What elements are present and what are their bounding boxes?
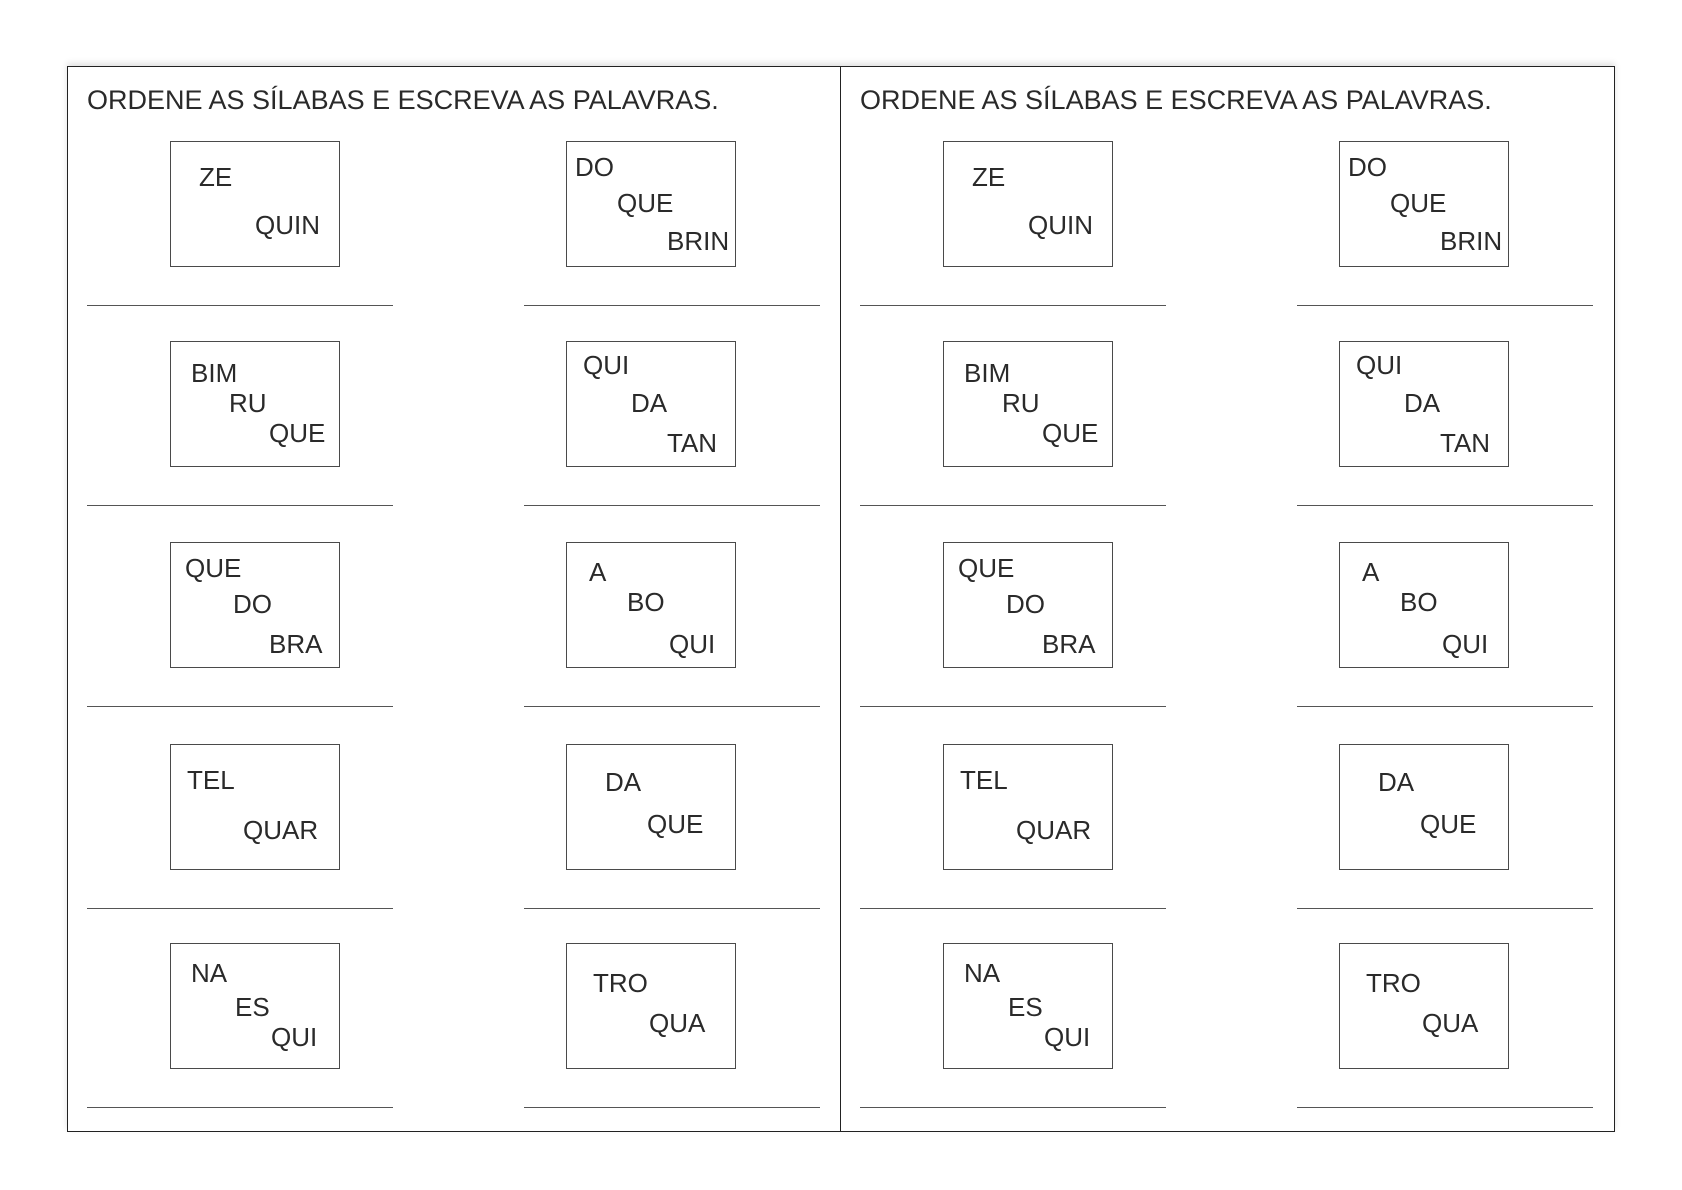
instruction-heading: ORDENE AS SÍLABAS E ESCREVA AS PALAVRAS. [860, 85, 1492, 115]
syllable-text: TEL [187, 765, 235, 795]
syllable-text: QUAR [1016, 815, 1092, 845]
answer-line[interactable] [524, 1107, 820, 1108]
answer-line[interactable] [1297, 305, 1593, 306]
syllable-text: BRA [269, 629, 323, 659]
syllable-box [566, 141, 736, 267]
syllable-text: DO [1006, 589, 1045, 619]
instruction-heading: ORDENE AS SÍLABAS E ESCREVA AS PALAVRAS. [87, 85, 719, 115]
answer-line[interactable] [524, 908, 820, 909]
syllable-box [1339, 943, 1509, 1069]
syllable-box [170, 341, 340, 467]
syllable-text: QUE [269, 418, 326, 448]
answer-line[interactable] [524, 505, 820, 506]
syllable-text: ZE [199, 162, 233, 192]
syllable-text: RU [1002, 388, 1040, 418]
syllable-text: A [1362, 557, 1380, 587]
syllable-box [566, 341, 736, 467]
syllable-text: DA [605, 767, 642, 797]
syllable-box [170, 744, 340, 870]
syllable-text: DO [575, 152, 614, 182]
answer-line[interactable] [87, 706, 393, 707]
syllable-text: BIM [191, 358, 238, 388]
syllable-text: DO [233, 589, 272, 619]
syllable-text: QUIN [1028, 210, 1093, 240]
syllable-text: QUI [271, 1022, 318, 1052]
syllable-text: ZE [972, 162, 1006, 192]
syllable-text: QUE [617, 188, 674, 218]
syllable-text: BRA [1042, 629, 1096, 659]
answer-line[interactable] [524, 305, 820, 306]
syllable-text: TAN [667, 428, 718, 458]
syllable-text: ES [235, 992, 270, 1022]
syllable-text: QUE [958, 553, 1015, 583]
syllable-text: BIM [964, 358, 1011, 388]
syllable-box [1339, 341, 1509, 467]
syllable-box [1339, 744, 1509, 870]
syllable-box [566, 744, 736, 870]
syllable-box [943, 542, 1113, 668]
syllable-box [170, 141, 340, 267]
syllable-text: TEL [960, 765, 1008, 795]
syllable-text: BO [1400, 587, 1438, 617]
syllable-text: QUI [1044, 1022, 1091, 1052]
syllable-text: QUI [1442, 629, 1489, 659]
answer-line[interactable] [860, 706, 1166, 707]
syllable-text: QUI [669, 629, 716, 659]
syllable-box [943, 141, 1113, 267]
answer-line[interactable] [1297, 505, 1593, 506]
syllable-text: QUA [649, 1008, 706, 1038]
answer-line[interactable] [87, 908, 393, 909]
worksheet-panel-left [68, 67, 840, 1131]
syllable-box [170, 542, 340, 668]
answer-line[interactable] [87, 305, 393, 306]
syllable-text: QUAR [243, 815, 319, 845]
answer-line[interactable] [860, 1107, 1166, 1108]
syllable-box [170, 943, 340, 1069]
answer-line[interactable] [860, 505, 1166, 506]
syllable-box [1339, 542, 1509, 668]
syllable-box [943, 744, 1113, 870]
syllable-box [1339, 141, 1509, 267]
syllable-text: TRO [1366, 968, 1421, 998]
syllable-text: BRIN [667, 226, 730, 256]
syllable-text: RU [229, 388, 267, 418]
syllable-text: ES [1008, 992, 1043, 1022]
syllable-text: NA [191, 958, 228, 988]
syllable-text: BRIN [1440, 226, 1503, 256]
answer-line[interactable] [1297, 1107, 1593, 1108]
answer-line[interactable] [860, 305, 1166, 306]
syllable-text: QUE [1420, 809, 1477, 839]
answer-line[interactable] [1297, 706, 1593, 707]
syllable-text: DA [1404, 388, 1441, 418]
syllable-text: NA [964, 958, 1001, 988]
syllable-text: QUE [1042, 418, 1099, 448]
syllable-text: QUE [647, 809, 704, 839]
syllable-box [943, 341, 1113, 467]
syllable-text: BO [627, 587, 665, 617]
worksheet-page [67, 66, 1615, 1132]
syllable-text: DA [1378, 767, 1415, 797]
worksheet-panel-right [840, 67, 1612, 1131]
answer-line[interactable] [87, 505, 393, 506]
syllable-box [566, 943, 736, 1069]
syllable-text: DA [631, 388, 668, 418]
answer-line[interactable] [524, 706, 820, 707]
syllable-box [943, 943, 1113, 1069]
answer-line[interactable] [1297, 908, 1593, 909]
syllable-box [566, 542, 736, 668]
syllable-text: TRO [593, 968, 648, 998]
syllable-text: QUE [185, 553, 242, 583]
answer-line[interactable] [860, 908, 1166, 909]
syllable-text: QUI [583, 350, 630, 380]
syllable-text: A [589, 557, 607, 587]
syllable-text: QUA [1422, 1008, 1479, 1038]
syllable-text: DO [1348, 152, 1387, 182]
syllable-text: TAN [1440, 428, 1491, 458]
syllable-text: QUE [1390, 188, 1447, 218]
syllable-text: QUI [1356, 350, 1403, 380]
answer-line[interactable] [87, 1107, 393, 1108]
syllable-text: QUIN [255, 210, 320, 240]
